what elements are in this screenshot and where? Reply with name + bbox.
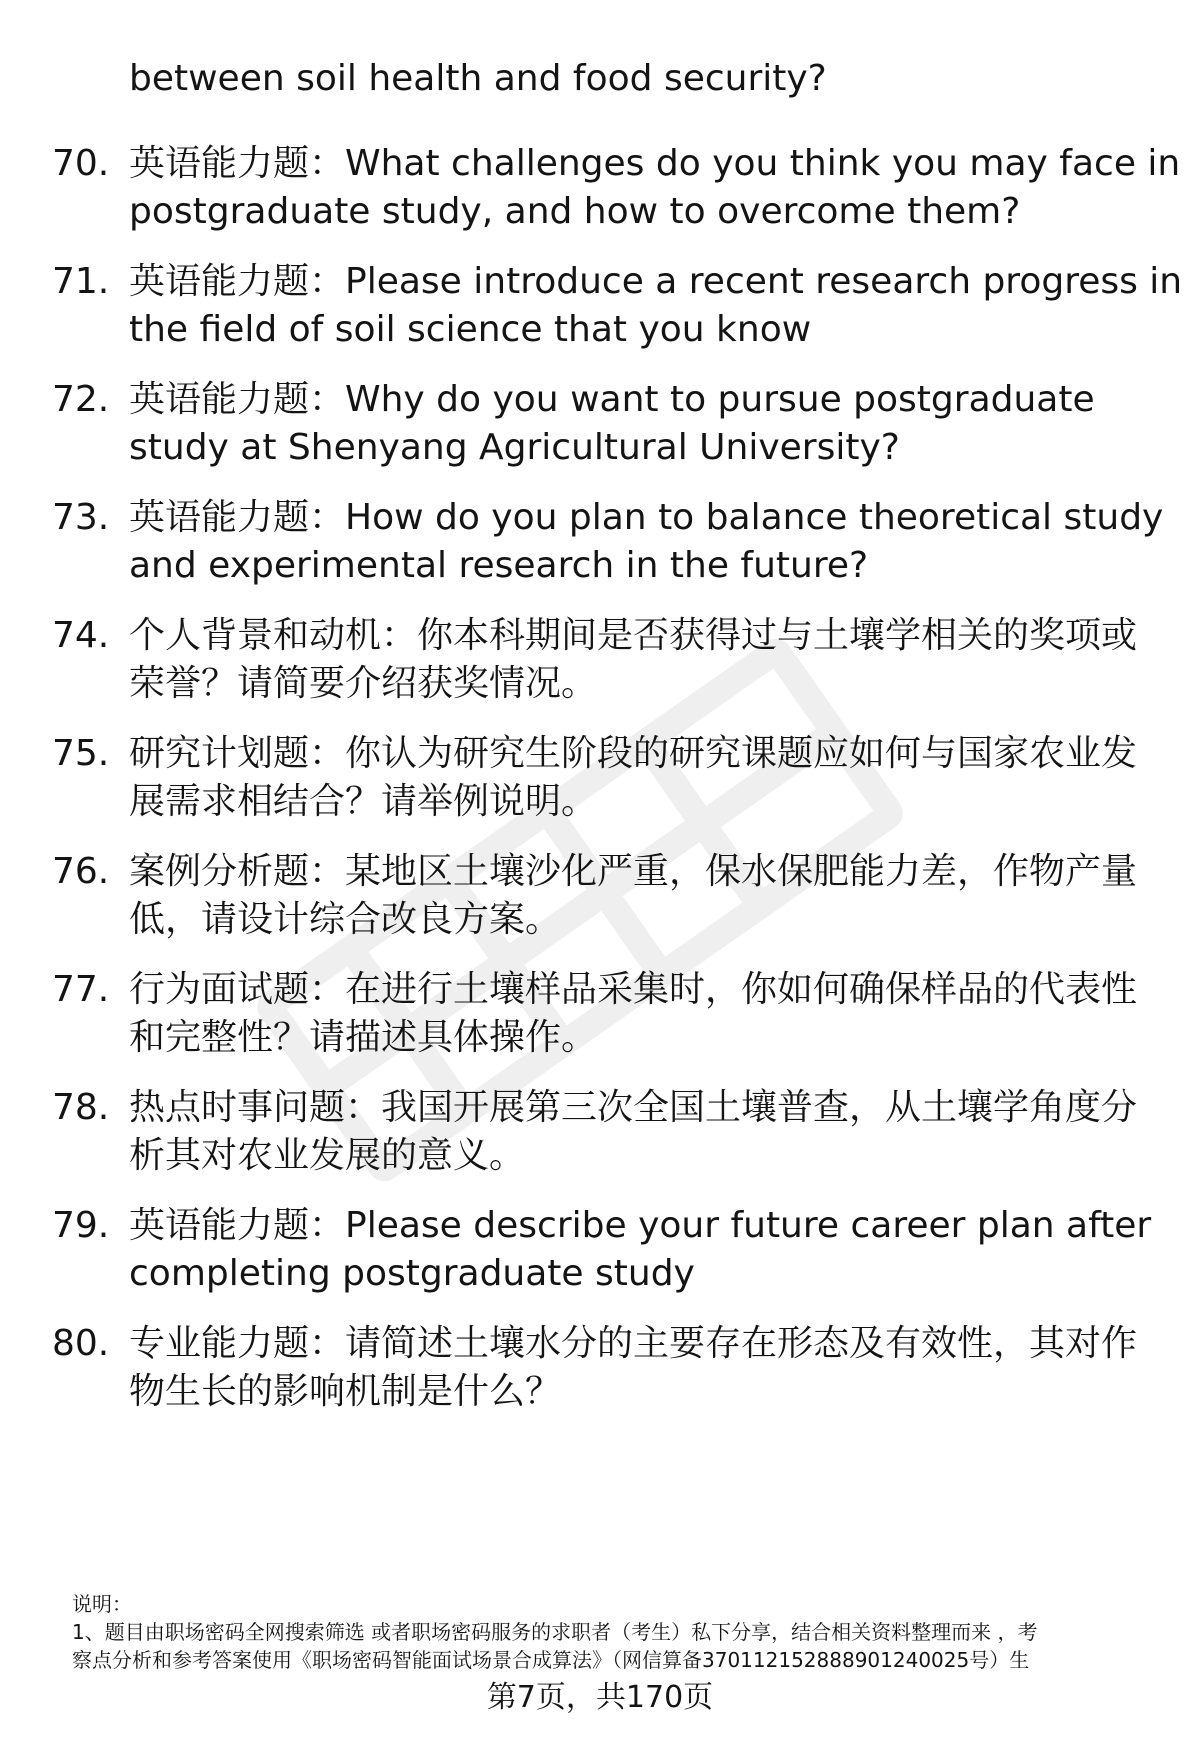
question-line: the field of soil science that you know xyxy=(129,309,812,350)
question-number: 78. xyxy=(52,1087,110,1128)
question-69-continuation: between soil health and food security? xyxy=(129,58,827,99)
question-line: 英语能力题：How do you plan to balance theoretical study xyxy=(129,497,1164,538)
question-line: 研究计划题：你认为研究生阶段的研究课题应如何与国家农业发 xyxy=(129,733,1138,774)
question-line: 个人背景和动机：你本科期间是否获得过与土壤学相关的奖项或 xyxy=(129,615,1138,656)
question-item-77 xyxy=(0,966,1200,1066)
question-item-73 xyxy=(0,494,1200,594)
question-line: postgraduate study, and how to overcome them? xyxy=(129,191,1021,232)
question-line: 英语能力题：What challenges do you think you may face in xyxy=(129,143,1181,184)
question-number: 74. xyxy=(52,615,110,656)
question-line: 展需求相结合？请举例说明。 xyxy=(129,781,598,822)
question-line: 低，请设计综合改良方案。 xyxy=(129,899,562,940)
question-number: 80. xyxy=(52,1323,110,1364)
question-text xyxy=(129,376,1149,472)
question-line: 物生长的影响机制是什么？ xyxy=(129,1371,562,1412)
question-text xyxy=(129,258,1183,354)
question-line: 英语能力题：Please describe your future career plan after xyxy=(129,1205,1152,1246)
question-item-74 xyxy=(0,612,1200,712)
question-text xyxy=(129,1202,1152,1298)
question-number: 77. xyxy=(52,969,110,1010)
question-line: completing postgraduate study xyxy=(129,1253,695,1294)
question-item-76 xyxy=(0,848,1200,948)
notes-section xyxy=(72,1590,1152,1674)
question-line: 专业能力题：请简述土壤水分的主要存在形态及有效性，其对作 xyxy=(129,1323,1138,1364)
question-line: 英语能力题：Why do you want to pursue postgraduate xyxy=(129,379,1095,420)
notes-line: 察点分析和参考答案使用《职场密码智能面试场景合成算法》（网信算备370112152888901240025号）生 xyxy=(72,1648,1030,1672)
question-number: 73. xyxy=(52,497,110,538)
question-item-79 xyxy=(0,1202,1200,1302)
question-item-70 xyxy=(0,140,1200,240)
question-number: 70. xyxy=(52,143,110,184)
question-line: study at Shenyang Agricultural University? xyxy=(129,427,900,468)
question-line: 热点时事问题：我国开展第三次全国土壤普查，从土壤学角度分 xyxy=(129,1087,1138,1128)
question-item-75 xyxy=(0,730,1200,830)
notes-line: 1、题目由职场密码全网搜索筛选 或者职场密码服务的求职者（考生）私下分享，结合相关资料整理而来 ，考 xyxy=(72,1620,1038,1644)
question-text xyxy=(129,1320,1149,1416)
question-line: 英语能力题：Please introduce a recent research progress in xyxy=(129,261,1183,302)
question-line: 和完整性？请描述具体操作。 xyxy=(129,1017,598,1058)
question-line: 析其对农业发展的意义。 xyxy=(129,1135,526,1176)
question-text xyxy=(129,848,1149,944)
question-text xyxy=(129,1084,1149,1180)
question-item-72 xyxy=(0,376,1200,476)
question-text xyxy=(129,140,1181,236)
question-number: 75. xyxy=(52,733,110,774)
question-item-78 xyxy=(0,1084,1200,1184)
page-number: 第7页，共170页 xyxy=(486,1680,714,1715)
question-number: 79. xyxy=(52,1205,110,1246)
question-line: 案例分析题：某地区土壤沙化严重，保水保肥能力差，作物产量 xyxy=(129,851,1138,892)
question-line: 荣誉？请简要介绍获奖情况。 xyxy=(129,663,598,704)
question-text xyxy=(129,494,1164,590)
question-number: 72. xyxy=(52,379,110,420)
question-number: 76. xyxy=(52,851,110,892)
question-text xyxy=(129,966,1149,1062)
question-line: 行为面试题：在进行土壤样品采集时，你如何确保样品的代表性 xyxy=(129,969,1138,1010)
question-item-80 xyxy=(0,1320,1200,1420)
question-text xyxy=(129,730,1149,826)
question-item-71 xyxy=(0,258,1200,358)
question-line: and experimental research in the future? xyxy=(129,545,869,586)
question-text xyxy=(129,612,1149,708)
question-number: 71. xyxy=(52,261,110,302)
notes-heading: 说明： xyxy=(72,1592,132,1616)
